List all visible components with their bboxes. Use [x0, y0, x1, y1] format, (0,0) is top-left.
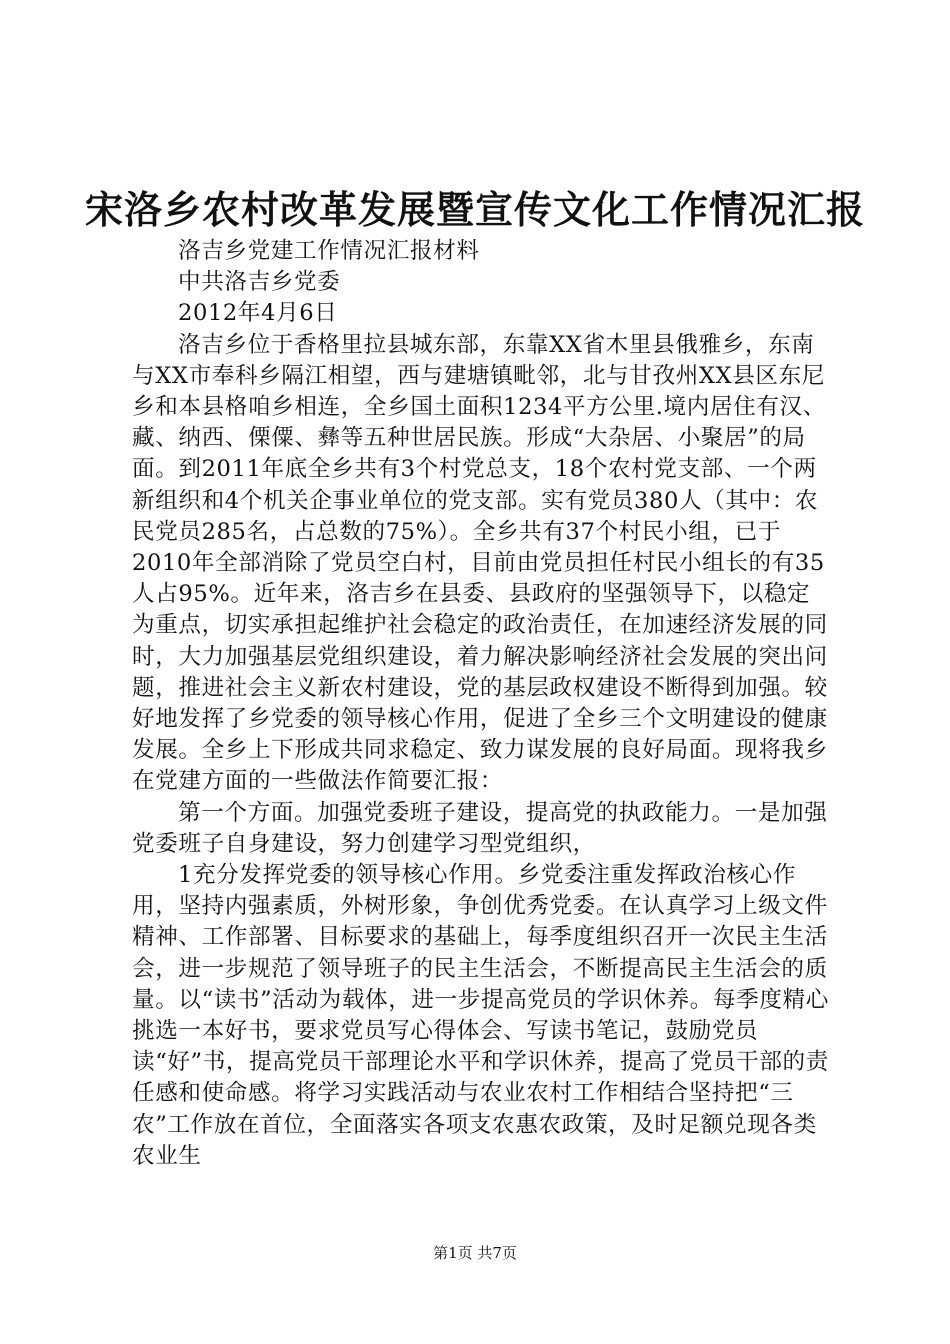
- document-organization: 中共洛吉乡党委: [178, 269, 341, 296]
- paragraph: 洛吉乡位于香格里拉县城东部，东靠XX省木里县俄雅乡，东南与XX市奉科乡隔江相望，西与建塘镇毗邻，北与甘孜州XX县区东尼乡和本县格咱乡相连，全乡国土面积1234平方公里.境内居住有汉、藏、纳西、傈僳、彝等五种世居民族。形成“大杂居、小聚居”的局面。到2011年底全乡共有3个村党总支，18个农村党支部、一个两新组织和4个机关企事业单位的党支部。实有党员380人（其中：农民党员285名，占总数的75%）。全乡共有37个村民小组，已于2010年全部消除了党员空白村，目前由党员担任村民小组长的有35人占95%。近年来，洛吉乡在县委、县政府的坚强领导下，以稳定为重点，切实承担起维护社会稳定的政治责任，在加速经济发展的同时，大力加强基层党组织建设，着力解决影响经济社会发展的突出问题，推进社会主义新农村建设，党的基层政权建设不断得到加强。较好地发挥了乡党委的领导核心作用，促进了全乡三个文明建设的健康发展。全乡上下形成共同求稳定、致力谋发展的良好局面。现将我乡在党建方面的一些做法作简要汇报：: [132, 331, 828, 795]
- document-date: 2012年4月6日: [178, 300, 338, 327]
- paragraph: 第一个方面。加强党委班子建设，提高党的执政能力。一是加强党委班子自身建设，努力创建学习型党组织，: [132, 799, 828, 857]
- paragraph: 1充分发挥党委的领导核心作用。乡党委注重发挥政治核心作用，坚持内强素质，外树形象，争创优秀党委。在认真学习上级文件精神、工作部署、目标要求的基础上，每季度组织召开一次民主生活会，进一步规范了领导班子的民主生活会，不断提高民主生活会的质量。以“读书”活动为载体，进一步提高党员的学识休养。每季度精心挑选一本好书，要求党员写心得体会、写读书笔记，鼓励党员读“好”书，提高党员干部理论水平和学识休养，提高了党员干部的责任感和使命感。将学习实践活动与农业农村工作相结合坚持把“三农”工作放在首位，全面落实各项支农惠农政策，及时足额兑现各类农业生: [132, 862, 829, 1169]
- document-body: [132, 236, 832, 1172]
- page-indicator: 第1页 共7页: [433, 1244, 517, 1262]
- page-title: 宋洛乡农村改革发展暨宣传文化工作情况汇报: [84, 187, 865, 232]
- document-subtitle: 洛吉乡党建工作情况汇报材料: [178, 238, 480, 264]
